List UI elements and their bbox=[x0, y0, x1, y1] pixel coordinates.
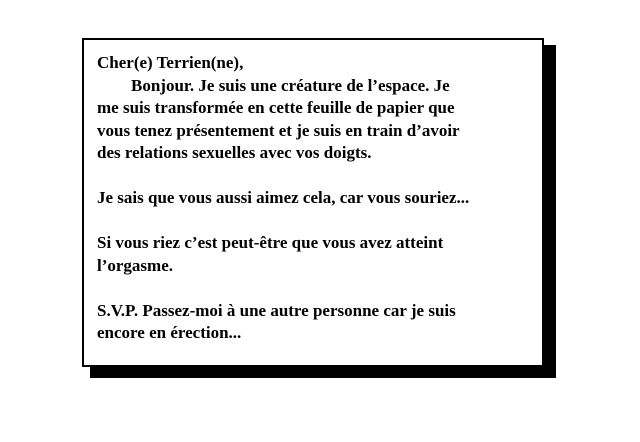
intro-line bbox=[97, 75, 537, 98]
letter-text bbox=[97, 52, 537, 345]
body-line: me suis transformée en cette feuille de papier que bbox=[97, 98, 455, 117]
intro-text: Bonjour. Je suis une créature de l’espace. Je bbox=[131, 75, 450, 95]
paragraph-3-line: Si vous riez c’est peut-être que vous avez atteint bbox=[97, 233, 444, 252]
paragraph-gap bbox=[97, 210, 537, 233]
paragraph-4-line: S.V.P. Passez-moi à une autre personne car je suis bbox=[97, 300, 456, 320]
paragraph-3-line: l’orgasme. bbox=[97, 255, 174, 275]
body-line: des relations sexuelles avec vos doigts. bbox=[97, 143, 372, 162]
paragraph-4-line: encore en érection... bbox=[97, 323, 242, 342]
paragraph-gap bbox=[97, 165, 537, 188]
letter-card bbox=[82, 38, 544, 367]
salutation: Cher(e) Terrien(ne), bbox=[97, 53, 244, 72]
paragraph-gap bbox=[97, 277, 537, 300]
body-line: vous tenez présentement et je suis en train d’avoir bbox=[97, 120, 460, 140]
paragraph-2: Je sais que vous aussi aimez cela, car vous souriez... bbox=[97, 188, 470, 207]
